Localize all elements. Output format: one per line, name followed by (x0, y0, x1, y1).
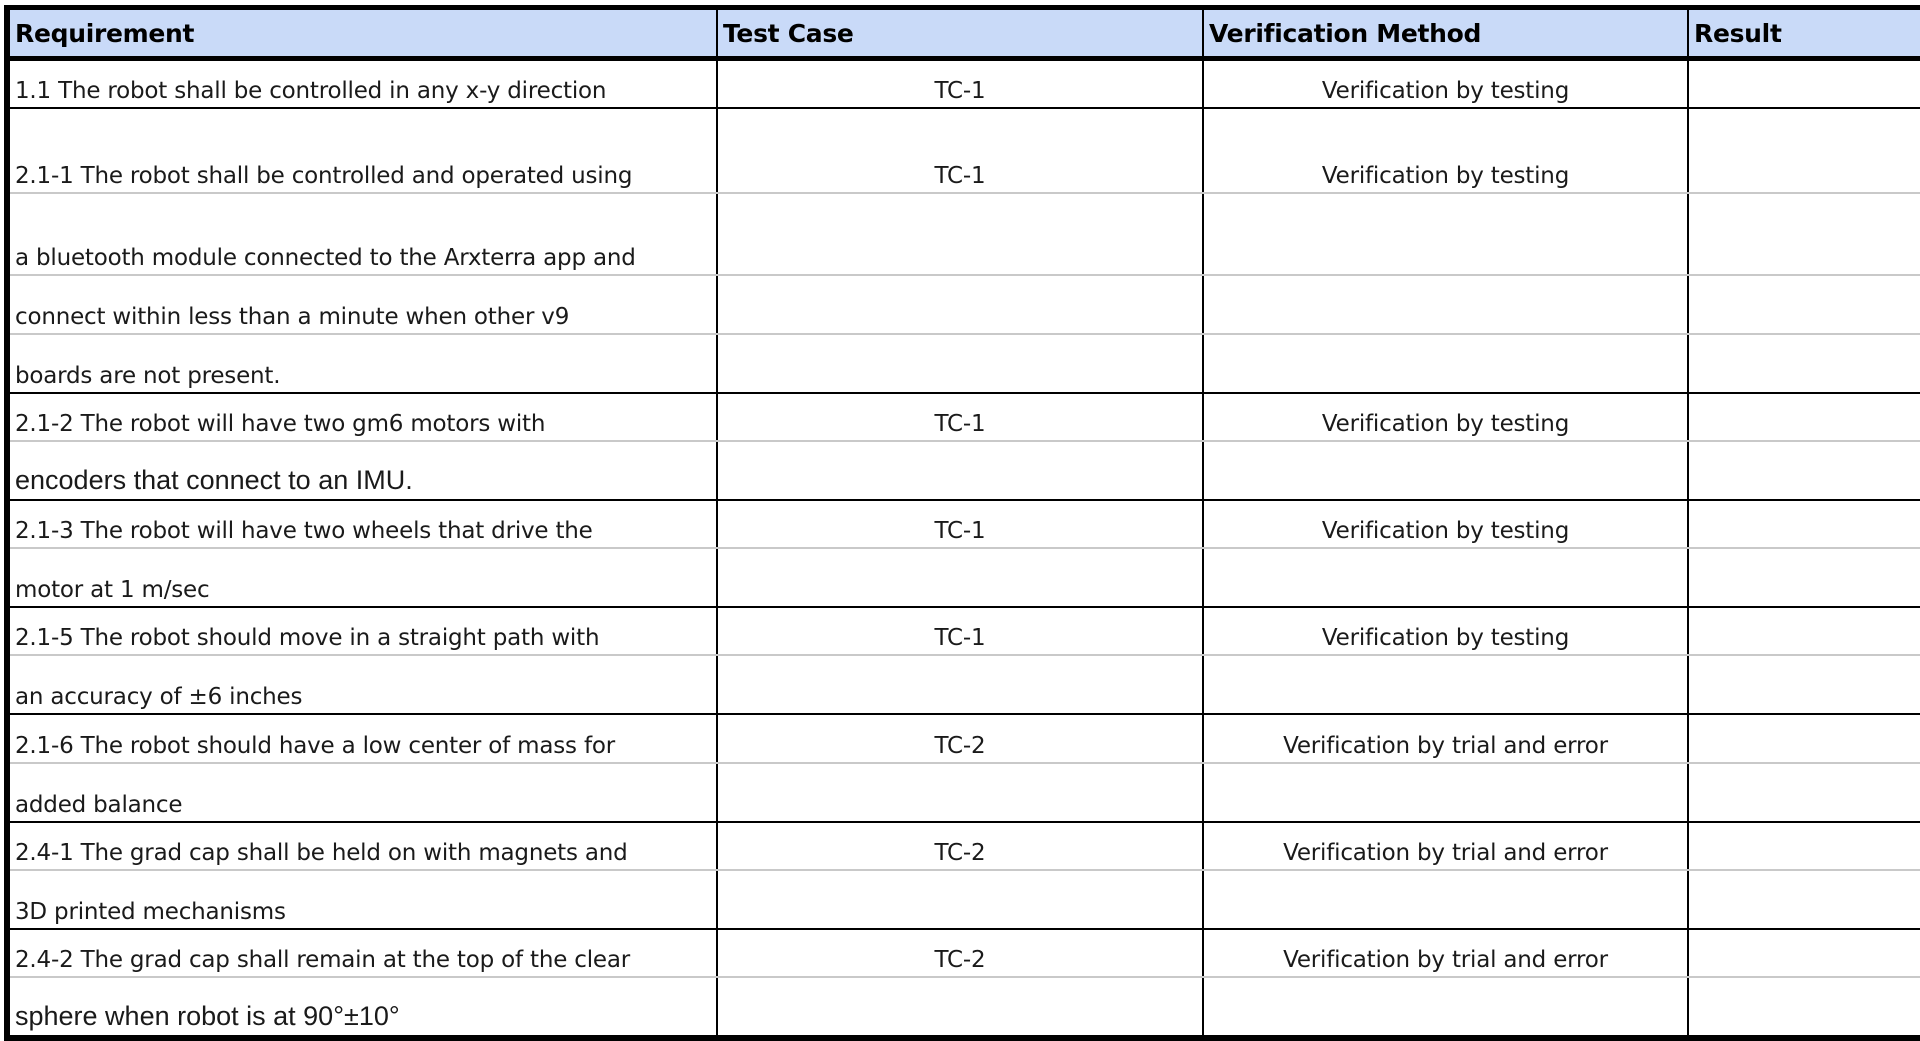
verification-method-cell[interactable]: Verification by trial and error (1203, 714, 1688, 763)
result-cell[interactable] (1688, 929, 1920, 977)
table-row (7, 763, 1920, 822)
table-row (7, 108, 1920, 193)
requirement-cell[interactable]: 2.1-5 The robot should move in a straight path with (7, 607, 717, 655)
result-cell[interactable] (1688, 108, 1920, 193)
requirement-cell[interactable]: 2.1-3 The robot will have two wheels that drive the (7, 500, 717, 548)
requirement-cell[interactable]: an accuracy of ±6 inches (7, 655, 717, 714)
header-row (7, 8, 1920, 59)
requirement-cell[interactable]: 2.1-6 The robot should have a low center of mass for (7, 714, 717, 763)
verification-method-cell[interactable]: Verification by trial and error (1203, 929, 1688, 977)
table-row (7, 929, 1920, 977)
result-cell[interactable] (1688, 441, 1920, 500)
table-row (7, 334, 1920, 393)
verification-method-cell[interactable] (1203, 655, 1688, 714)
result-cell[interactable] (1688, 822, 1920, 870)
verification-method-cell[interactable]: Verification by testing (1203, 108, 1688, 193)
verification-method-cell[interactable] (1203, 763, 1688, 822)
table-row (7, 655, 1920, 714)
test-case-cell[interactable]: TC-2 (717, 929, 1203, 977)
test-case-cell[interactable] (717, 334, 1203, 393)
header-requirement[interactable]: Requirement (7, 8, 717, 59)
result-cell[interactable] (1688, 500, 1920, 548)
result-cell[interactable] (1688, 870, 1920, 929)
table-row (7, 822, 1920, 870)
verification-method-cell[interactable] (1203, 548, 1688, 607)
test-case-cell[interactable]: TC-2 (717, 714, 1203, 763)
verification-method-cell[interactable] (1203, 193, 1688, 275)
table-row (7, 607, 1920, 655)
verification-method-cell[interactable]: Verification by testing (1203, 500, 1688, 548)
header-test-case[interactable]: Test Case (717, 8, 1203, 59)
requirement-cell[interactable]: 2.1-1 The robot shall be controlled and operated using (7, 108, 717, 193)
requirement-cell[interactable]: encoders that connect to an IMU. (7, 441, 717, 500)
table-row (7, 548, 1920, 607)
verification-method-cell[interactable] (1203, 441, 1688, 500)
header-result[interactable]: Result (1688, 8, 1920, 59)
test-case-cell[interactable] (717, 275, 1203, 334)
table-row (7, 193, 1920, 275)
test-case-cell[interactable] (717, 548, 1203, 607)
result-cell[interactable] (1688, 193, 1920, 275)
table-row (7, 275, 1920, 334)
test-case-cell[interactable] (717, 870, 1203, 929)
table-row (7, 59, 1920, 109)
table-row (7, 393, 1920, 441)
result-cell[interactable] (1688, 334, 1920, 393)
requirement-cell[interactable]: connect within less than a minute when other v9 (7, 275, 717, 334)
requirement-cell[interactable]: added balance (7, 763, 717, 822)
verification-method-cell[interactable]: Verification by testing (1203, 59, 1688, 109)
result-cell[interactable] (1688, 763, 1920, 822)
result-cell[interactable] (1688, 607, 1920, 655)
test-case-cell[interactable] (717, 763, 1203, 822)
test-case-cell[interactable] (717, 441, 1203, 500)
test-case-cell[interactable]: TC-1 (717, 607, 1203, 655)
requirement-cell[interactable]: motor at 1 m/sec (7, 548, 717, 607)
result-cell[interactable] (1688, 548, 1920, 607)
requirement-cell[interactable]: 3D printed mechanisms (7, 870, 717, 929)
header-verification-method[interactable]: Verification Method (1203, 8, 1688, 59)
result-cell[interactable] (1688, 59, 1920, 109)
verification-method-cell[interactable] (1203, 870, 1688, 929)
table-row (7, 441, 1920, 500)
result-cell[interactable] (1688, 714, 1920, 763)
test-case-cell[interactable] (717, 655, 1203, 714)
verification-method-cell[interactable] (1203, 334, 1688, 393)
test-case-cell[interactable]: TC-1 (717, 59, 1203, 109)
requirement-cell[interactable]: 2.4-2 The grad cap shall remain at the top of the clear (7, 929, 717, 977)
verification-matrix-table (4, 5, 1920, 1041)
result-cell[interactable] (1688, 275, 1920, 334)
verification-method-cell[interactable]: Verification by testing (1203, 393, 1688, 441)
requirement-cell[interactable]: boards are not present. (7, 334, 717, 393)
table-row (7, 500, 1920, 548)
requirement-cell[interactable]: a bluetooth module connected to the Arxterra app and (7, 193, 717, 275)
test-case-cell[interactable] (717, 977, 1203, 1038)
verification-method-cell[interactable] (1203, 977, 1688, 1038)
test-case-cell[interactable]: TC-1 (717, 393, 1203, 441)
table-row (7, 977, 1920, 1038)
requirement-cell[interactable]: 2.1-2 The robot will have two gm6 motors with (7, 393, 717, 441)
table-row (7, 870, 1920, 929)
verification-method-cell[interactable]: Verification by trial and error (1203, 822, 1688, 870)
verification-method-cell[interactable] (1203, 275, 1688, 334)
result-cell[interactable] (1688, 977, 1920, 1038)
test-case-cell[interactable]: TC-2 (717, 822, 1203, 870)
result-cell[interactable] (1688, 655, 1920, 714)
verification-method-cell[interactable]: Verification by testing (1203, 607, 1688, 655)
test-case-cell[interactable]: TC-1 (717, 108, 1203, 193)
requirement-cell[interactable]: sphere when robot is at 90°±10° (7, 977, 717, 1038)
requirement-cell[interactable]: 2.4-1 The grad cap shall be held on with magnets and (7, 822, 717, 870)
test-case-cell[interactable]: TC-1 (717, 500, 1203, 548)
table-row (7, 714, 1920, 763)
requirement-cell[interactable]: 1.1 The robot shall be controlled in any x-y direction (7, 59, 717, 109)
test-case-cell[interactable] (717, 193, 1203, 275)
result-cell[interactable] (1688, 393, 1920, 441)
